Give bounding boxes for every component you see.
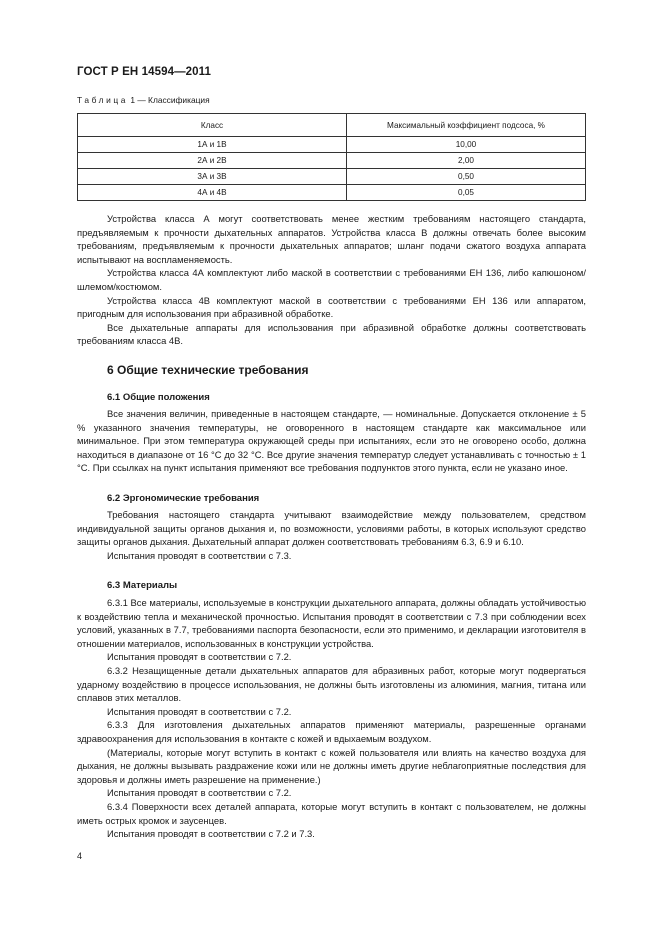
page-number: 4 bbox=[77, 851, 83, 861]
table-row bbox=[78, 185, 586, 201]
section-6-heading: 6 Общие технические требования bbox=[107, 363, 309, 377]
table-caption-word: Таблица bbox=[77, 95, 129, 105]
paragraph: 6.3.1 Все материалы, используемые в конструкции дыхательного аппарата, должны обладать устойчивостью к воздействию тепла и механической прочностью. Испытания проводят в соответствии с 7.3 при соблюдении всех условий, указанных в 7.7, требованиями паспорта безопасности, если это применимо, и декларации изготовителя в отношении материалов, использованных в конструкции устройства. bbox=[77, 597, 586, 649]
intro-paragraph: Все дыхательные аппараты для использования при абразивной обработке должны соответствовать требованиям класса 4В. bbox=[77, 321, 586, 347]
table-cell-value: 0,05 bbox=[347, 185, 586, 201]
section-6-2-text bbox=[77, 508, 586, 562]
section-6-1-heading: 6.1 Общие положения bbox=[107, 392, 210, 403]
test-paragraph: Испытания проводят в соответствии с 7.2 и 7.3. bbox=[107, 828, 315, 840]
intro-paragraph: Устройства класса А могут соответствовать менее жестким требованиям настоящего стандарта, предъявляемым к прочности дыхательных аппаратов. Устройства класса В должны отвечать более высоким требованиям, предъявляемым к прочности дыхательных аппаратов; шланг подачи сжатого воздуха аппарата испытывают на воспламеняемость. bbox=[77, 213, 586, 265]
test-paragraph: Испытания проводят в соответствии с 7.2. bbox=[107, 705, 292, 717]
intro-paragraph: Устройства класса 4А комплектуют либо маской в соответствии с требованиями ЕН 136, либо капюшоном/шлемом/костюмом. bbox=[77, 267, 586, 292]
test-paragraph: Испытания проводят в соответствии с 7.2. bbox=[107, 787, 292, 799]
test-paragraph: Испытания проводят в соответствии с 7.3. bbox=[107, 549, 292, 561]
table-cell-value: 2,00 bbox=[347, 153, 586, 169]
paragraph: Все значения величин, приведенные в настоящем стандарте, — номинальные. Допускается отклонение ± 5 % указанного значения температуры, не оговоренного в настоящем стандарте как максимальное или минимальное. При этом температура окружающей среды при испытаниях, если это не оговорено особо, должна находиться в диапазоне от 16 °С до 32 °С. Все другие значения температур следует устанавливать с точностью ± 1 °С. При ссылках на пункт испытания применяют все требования подпунктов этого пункта, если не указано иное. bbox=[77, 408, 586, 474]
intro-text bbox=[77, 212, 586, 348]
table-cell-value: 10,00 bbox=[347, 137, 586, 153]
section-6-3-text bbox=[77, 596, 586, 841]
document-header: ГОСТ Р ЕН 14594—2011 bbox=[77, 66, 212, 78]
table-cell-class: 2А и 2В bbox=[78, 153, 347, 169]
table-header-class: Класс bbox=[78, 114, 347, 137]
table-caption-rest: 1 — Классификация bbox=[130, 95, 210, 105]
paragraph: 6.3.2 Незащищенные детали дыхательных аппаратов для абразивных работ, которые могут подвергаться ударному воздействию в процессе использования, не должны быть изготовлены из алюминия, магния, титана или сплавов этих металлов. bbox=[77, 664, 586, 704]
paragraph: Требования настоящего стандарта учитывают взаимодействие между пользователем, средством индивидуальной защиты органов дыхания и, по возможности, условиями работы, в которых используют средство защиты органов дыхания. Дыхательный аппарат должен соответствовать требованиям 6.3, 6.9 и 6.10. bbox=[77, 509, 586, 548]
classification-table bbox=[77, 113, 586, 201]
table-row bbox=[78, 169, 586, 185]
table-cell-class: 3А и 3В bbox=[78, 169, 347, 185]
table-cell-value: 0,50 bbox=[347, 169, 586, 185]
table-cell-class: 4А и 4В bbox=[78, 185, 347, 201]
table-row bbox=[78, 153, 586, 169]
paragraph: 6.3.4 Поверхности всех деталей аппарата, которые могут вступить в контакт с пользователем, не должны иметь острых кромок и заусенцев. bbox=[77, 800, 586, 826]
table-header-coefficient: Максимальный коэффициент подсоса, % bbox=[347, 114, 586, 137]
table-header-row bbox=[78, 114, 586, 137]
table-caption bbox=[77, 95, 210, 105]
table-cell-class: 1А и 1В bbox=[78, 137, 347, 153]
paragraph: 6.3.3 Для изготовления дыхательных аппаратов применяют материалы, разрешенные органами здравоохранения для использования в контакте с кожей и вдыхаемым воздухом. bbox=[77, 719, 586, 744]
paragraph: (Материалы, которые могут вступить в контакт с кожей пользователя или влиять на качество воздуха для дыхания, не должны вызывать раздражение кожи или не должны иметь другие неблагоприятные последствия для здоровья и должны иметь разрешение на применение.) bbox=[77, 746, 586, 785]
intro-paragraph: Устройства класса 4В комплектуют маской в соответствии с требованиями ЕН 136 или аппаратом, пригодным для использования при абразивной обработке. bbox=[77, 294, 586, 320]
section-6-1-text bbox=[77, 407, 586, 475]
section-6-3-heading: 6.3 Материалы bbox=[107, 580, 178, 591]
table-row bbox=[78, 137, 586, 153]
test-paragraph: Испытания проводят в соответствии с 7.2. bbox=[107, 651, 292, 663]
section-6-2-heading: 6.2 Эргономические требования bbox=[107, 493, 260, 504]
